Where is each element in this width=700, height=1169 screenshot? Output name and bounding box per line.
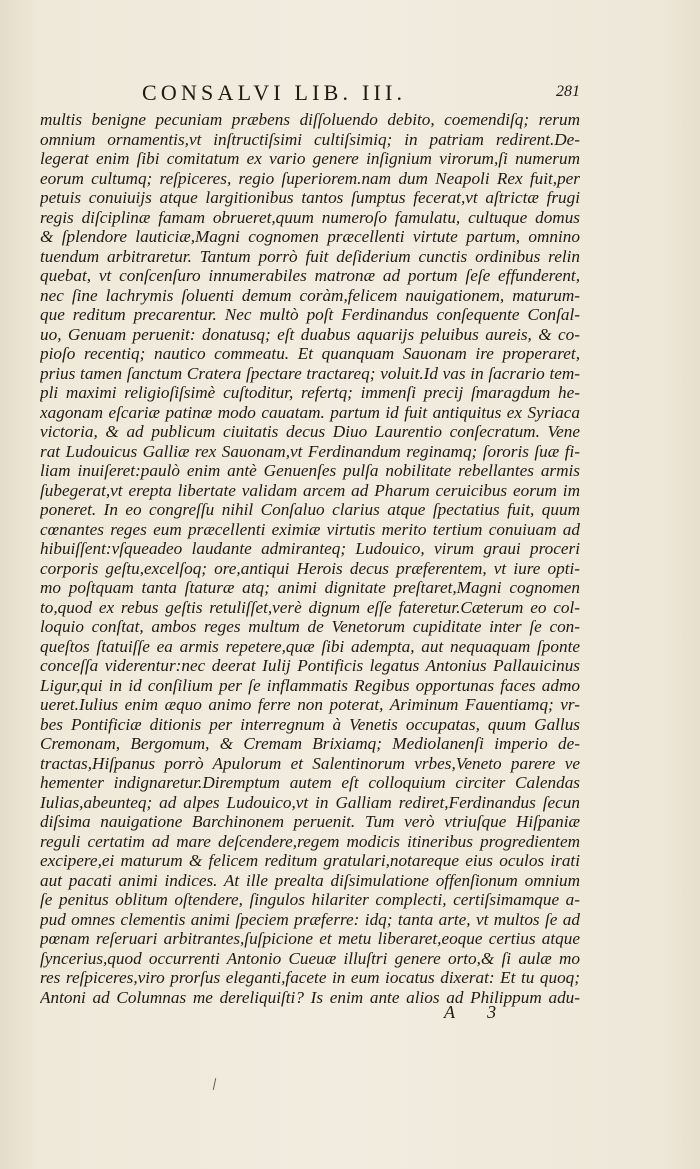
page-header: [0, 80, 700, 106]
text-line: queſtos ſtatuiſſe ea armis repetere,quæ ſibi adempta, aut nequaquam ſponte: [40, 636, 580, 656]
text-line: pud omnes clementis animi ſpeciem præferre: idq; tanta arte, vt multos ſe ad: [40, 909, 580, 929]
text-line: Antoni ad Columnas me dereliquiſti? Is enim ante alios ad Philippum adu-: [40, 987, 580, 1007]
text-line: nec ſine lachrymis ſoluenti demum coràm,felicem nauigationem, maturum-: [40, 285, 580, 305]
text-line: diſsima nauigatione Barchinonem peruenit. Tum verò vtriuſque Hiſpaniæ: [40, 812, 580, 831]
text-line: pli maximi religioſiſsimè cuſtoditur, refertq; immenſi precij ſmaragdum he-: [40, 383, 580, 402]
text-line: corporis geſtu,excelſoq; ore,antiqui Herois decus præferentem, vt iure opti-: [40, 558, 580, 578]
text-line: excipere,ei maturum & felicem reditum gratulari,notareque eius oculos irati: [40, 851, 580, 870]
text-line: conceſſa viderentur:nec deerat Iulij Pontificis legatus Antonius Pallauicinus: [40, 656, 580, 675]
stray-ink-mark: [213, 1078, 216, 1090]
text-line: omnium ornamentis,vt inſtructiſsimi cultiſsimiq; in patriam redirent.De-: [40, 129, 580, 149]
page-number: 281: [556, 83, 580, 100]
text-line: Iulias,abeunteq; ad alpes Ludouico,vt in Galliam rediret,Ferdinandus ſecun: [40, 792, 580, 812]
text-line: regis diſciplinæ famam obrueret,quum numeroſo famulatu, cultuque domus: [40, 207, 580, 227]
text-line: ueret.Iulius enim æquo animo ferre non poterat, Ariminum Fauentiamq; vr-: [40, 695, 580, 714]
running-head: CONSALVI LIB. III.: [142, 80, 407, 105]
text-line: pioſo recentiq; nautico commeatu. Et quanquam Sauonam ire properaret,: [40, 344, 580, 363]
text-line: hementer indignaretur.Diremptum autem eſt colloquium circiter Calendas: [40, 773, 580, 792]
body-text: [40, 110, 580, 1007]
text-line: ſyncerius,quod occurrenti Antonio Cueuæ illuſtri genere orto,& ſi aulæ mo: [40, 948, 580, 968]
text-line: loquio conſtat, ambos reges multum de Venetorum cupiditate inter ſe con-: [40, 617, 580, 636]
text-line: multis benigne pecuniam præbens diſſoluendo debito, coemendiſq; rerum: [40, 110, 580, 129]
text-line: aut pacati animi indices. At ille prealta diſsimulatione offenſionum omnium: [40, 870, 580, 890]
text-line: cœnantes reges eum præcellenti eximiæ virtutis merito tertium conuiuam ad: [40, 519, 580, 539]
text-line: to,quod ex rebus geſtis retuliſſet,verè dignum eſſe fateretur.Cæterum eo col-: [40, 597, 580, 617]
text-line: Cremonam, Bergomum, & Cremam Brixiamq; Mediolanenſi imperio de-: [40, 734, 580, 753]
text-line: hibuiſſent:vſqueadeo laudante admiranteq; Ludouico, virum graui proceri: [40, 539, 580, 558]
text-line: xagonam eſcariæ patinæ modo cauatam. partum id fuit antiquitus ex Syriaca: [40, 402, 580, 422]
text-line: reguli certatim ad mare deſcendere,regem modicis itineribus progredientem: [40, 831, 580, 851]
text-line: petuis conuiuijs atque largitionibus tantos ſumptus fecerat,vt aſtrictæ frugi: [40, 188, 580, 207]
text-line: res reſpiceres,viro prorſus eleganti,facete in eum iocatus dixerat: Et tu quoq;: [40, 968, 580, 987]
signature-mark: A 3: [444, 1002, 511, 1022]
text-line: tuendum arbitraretur. Tantum porrò fuit deſiderium cunctis ordinibus relin: [40, 246, 580, 266]
text-line: tractas,Hiſpanus porrò Apulorum et Salentinorum vrbes,Veneto parere ve: [40, 753, 580, 773]
text-line: quebat, vt conſcenſuro innumerabiles matronæ ad portum ſeſe effunderent,: [40, 266, 580, 285]
text-line: legerat enim ſibi comitatum ex vario genere inſignium virorum,ſi numerum: [40, 149, 580, 168]
text-line: uo, Genuam peruenit: donatusq; eſt duabus aquarijs peluibus aureis, & co-: [40, 324, 580, 344]
text-line: & ſplendore lauticiæ,Magni cognomen præcellenti virtute partum, omnino: [40, 227, 580, 246]
text-line: rat Ludouicus Galliæ rex Sauonam,vt Ferdinandum reginamq; ſororis ſuæ fi-: [40, 441, 580, 461]
text-line: bes Pontificiæ ditionis per interregnum à Venetis occupatas, quum Gallus: [40, 714, 580, 734]
text-line: victoria, & ad publicum ciuitatis decus Diuo Laurentio conſecratum. Vene: [40, 422, 580, 441]
text-line: Ligur,qui in id conſilium per ſe inflammatis Regibus opportunas faces admo: [40, 675, 580, 695]
text-line: que reditum precarentur. Nec multò poſt Ferdinandus conſequente Conſal-: [40, 305, 580, 324]
text-line: poneret. In eo congreſſu nihil Conſaluo clarius atque ſpectatius fuit, quum: [40, 500, 580, 519]
text-line: prius tamen ſanctum Cratera ſpectare tractareq; voluit.Id vas in ſacrario tem-: [40, 363, 580, 383]
text-line: liam inuiſeret:paulò enim antè Genuenſes pulſa nobilitate rebellantes armis: [40, 461, 580, 480]
text-line: ſe penitus oblitum oſtendere, ſingulos hilariter complecti, certiſsimamque a-: [40, 890, 580, 909]
text-line: mo poſtquam tanta ſtaturæ atq; animi dignitate preſtaret,Magni cognomen: [40, 578, 580, 597]
text-line: pœnam reſeruari arbitrantes,ſuſpicione et metu liberaret,eoque certius atque: [40, 929, 580, 948]
text-line: ſubegerat,vt erepta libertate validam arcem ad Pharum ceruicibus eorum im: [40, 480, 580, 500]
text-line: eorum cultumq; reſpiceres, regio ſuperiorem.nam dum Neapoli Rex fuit,per: [40, 168, 580, 188]
